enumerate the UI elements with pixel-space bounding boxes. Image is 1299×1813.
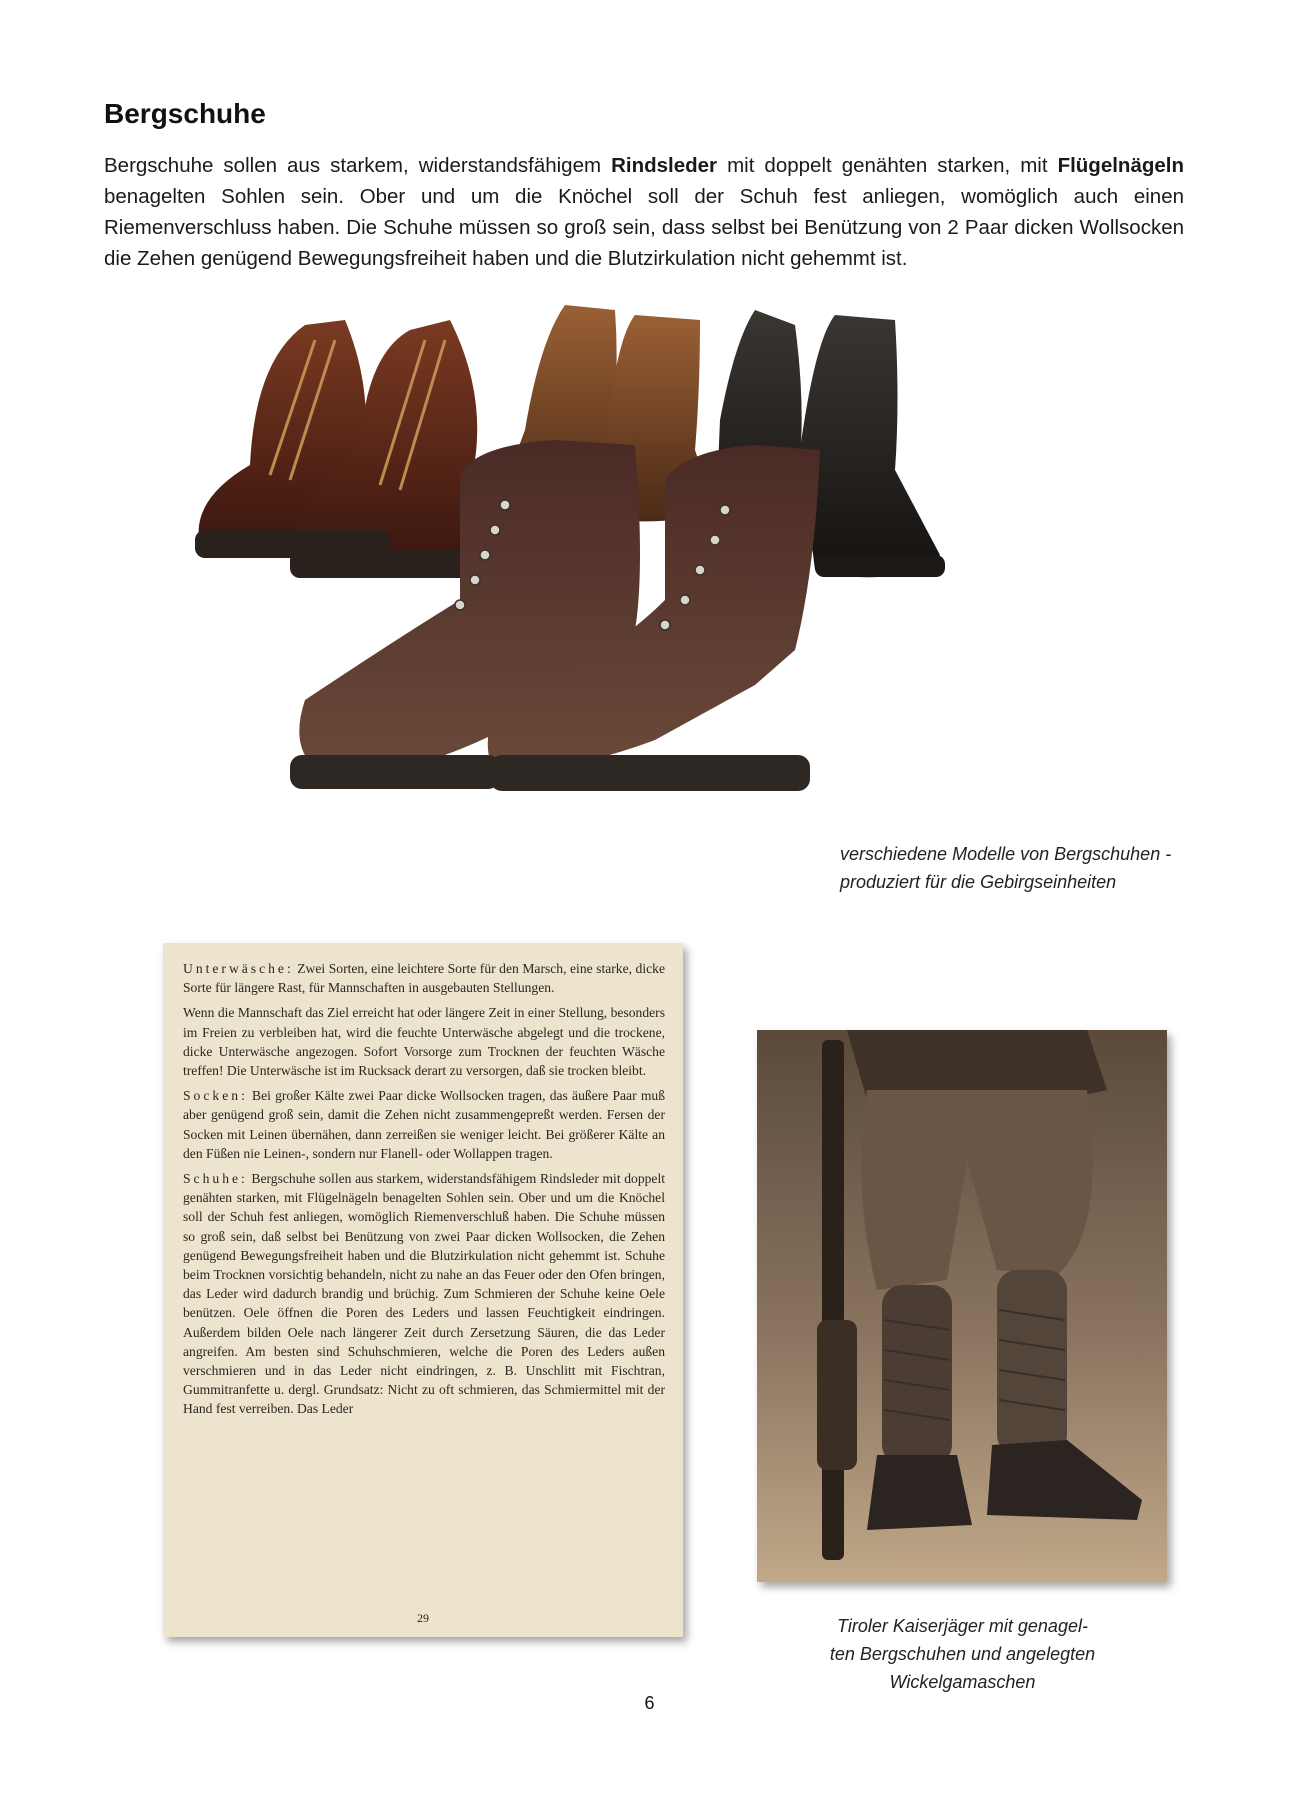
photo-caption [790,1612,1135,1696]
page-number: 6 [644,1693,655,1713]
scan-term-schuhe: Schuhe: [183,1171,248,1187]
historical-text-scan [163,943,683,1637]
scan-paragraph-socken [183,1086,665,1163]
scan-term-unterwaesche: Unterwäsche: [183,961,294,976]
scan-text-socken: Bei großer Kälte zwei Paar dicke Wollsocken tragen, das äußere Paar muß aber genügend groß sein, damit die Zehen nicht zusammengepreßt werden. Fersen der Socken mit Leinen übernähen, dann zerreißen sie weniger leicht. Bei größerer Kälte an den Füßen nie Leinen-, sondern nur Flanell- oder Wollappen tragen. [183,1088,665,1161]
intro-paragraph [104,150,1184,274]
scan-paragraph-unterwaesche [183,959,665,997]
boots-photo [195,300,1095,905]
kaiserjaeger-photo [757,1030,1167,1582]
scan-text-schuhe: Bergschuhe sollen aus starkem, widerstandsfähigem Rindsleder mit doppelt genähten starken, mit Flügelnägeln benagelten Sohlen sein. Ober und um die Knöchel soll der Schuh fest anliegen, womöglich Riemenverschluß haben. Die Schuhe müssen so groß sein, daß selbst bei Benützung von zwei Paar dicken Wollsocken, die Zehen genügend Bewegungsfreiheit haben und die Blutzirkulation nicht gehemmt ist. Schuhe beim Trocknen vorsichtig behandeln, nicht zu nahe an das Feuer oder den Ofen bringen, das Leder wird dadurch brandig und brüchig. Zum Schmieren der Schuhe keine Oele benützen. Oele öffnen die Poren des Leders und lassen Feuchtigkeit eindringen. Außerdem bilden Oele nach längerer Zeit durch Zersetzung Säuren, die das Leder angreifen. Am besten sind Schuhschmieren, welche die Poren des Leders außen verschmieren und in das Leder nicht eindringen, z. B. Unschlitt mit Fischtran, Gummitranfette u. dergl. Grundsatz: Nicht zu oft schmieren, das Schmiermittel mit der Hand fest verreiben. Das Leder [183,1171,665,1417]
intro-bold-rindsleder: Rindsleder [611,154,718,177]
photo-caption-line-2: ten Bergschuhen und angelegten [829,1644,1096,1664]
intro-text-1: Bergschuhe sollen aus starkem, widerstandsfähigem [104,154,612,177]
boot-brown-pair [195,320,500,578]
scan-page-number: 29 [417,1611,429,1625]
scan-paragraph-schuhe [183,1169,665,1419]
intro-text-2: mit doppelt genähten starken, mit [717,154,1058,177]
scan-paragraph-mannschaft: Wenn die Mannschaft das Ziel erreicht hat oder längere Zeit in einer Stellung, besonders im Freien zu verbleiben hat, wird die feuchte Unterwäsche abgelegt und die trockene, dicke Unterwäsche angezogen. Sofort Vorsorge zum Trocknen der feuchten Wäsche treffen! Die Unterwäsche ist im Rucksack derart zu versorgen, daß sie trocken bleibt. [183,1005,665,1079]
scan-text-unterwaesche: Zwei Sorten, eine leichtere Sorte für den Marsch, eine starke, dicke Sorte für längere Rast, für Mannschaften in ausgebauten Stellungen. [183,961,665,996]
intro-bold-fluegelnaegeln: Flügelnägeln [1057,154,1184,177]
boots-caption-line-1: verschiedene Modelle von Bergschuhen - [840,844,1172,864]
photo-caption-line-3: Wickelgamaschen [889,1672,1036,1692]
intro-text-3: benagelten Sohlen sein. Ober und um die Knöchel soll der Schuh fest anliegen, womöglich auch einen Riemenverschluss haben. Die Schuhe müssen so groß sein, dass selbst bei Benützung von 2 Paar dicken Wollsocken die Zehen genügend Bewegungsfreiheit haben und die Blutzirkulation nicht gehemmt ist. [104,185,1184,270]
page-heading: Bergschuhe [104,98,266,129]
photo-caption-line-1: Tiroler Kaiserjäger mit genagel- [837,1616,1088,1636]
scan-term-socken: Socken: [183,1088,248,1104]
boots-caption-line-2: produziert für die Gebirgseinheiten [840,872,1117,892]
boots-caption [840,840,1180,896]
